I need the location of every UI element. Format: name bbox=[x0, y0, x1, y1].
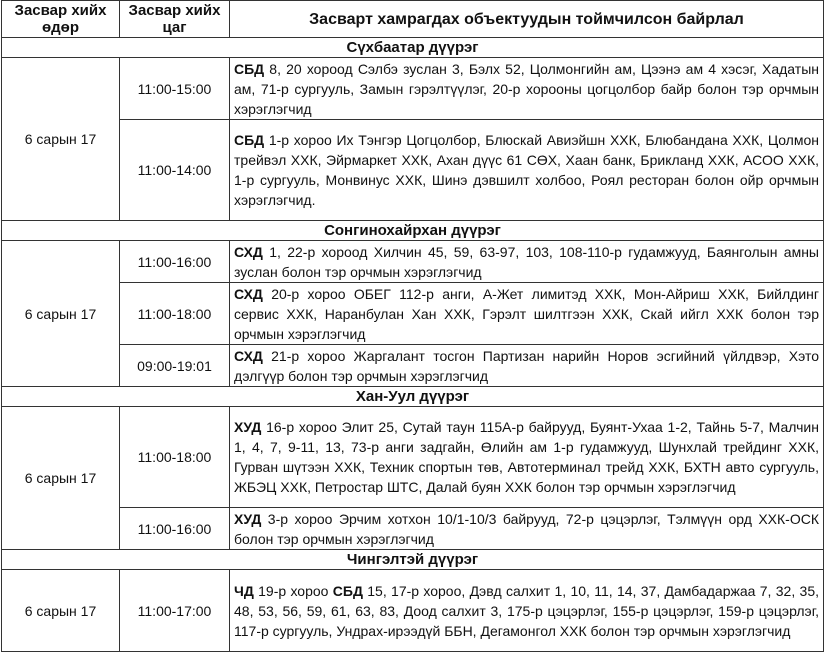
date-cell: 6 сарын 17 bbox=[2, 241, 120, 387]
description-text: 20-р хороо ОБЕГ 112-р анги, А-Жет лимитэд ХХК, Мон-Айриш ХХК, Бийлдинг сервис ХХК, Наранбулан Хан ХХК, Гэрэлт шилтгээн ХХК, Скай ийгл ХХК болон тэр орчмын хэрэглэгчид bbox=[234, 285, 819, 342]
description-text: 21-р хороо Жаргалант тосгон Партизан нарийн Норов эсгийний үйлдвэр, Хэто дэлгүүр болон тэр орчмын хэрэглэгчид bbox=[234, 347, 819, 384]
description-text: 8, 20 хороод Сэлбэ зуслан 3, Бэлх 52, Цолмонгийн ам, Цээнэ ам 4 хэсэг, Хадатын ам, 71-р сургууль, Замын гэрэлтүүлэг, 20-р хорооны цогцолбор байр болон тэр орчмын хэрэглэгчид bbox=[234, 60, 819, 117]
description-cell bbox=[230, 283, 824, 345]
header-time: Засвар хийх цаг bbox=[120, 1, 230, 38]
table-row bbox=[2, 283, 824, 345]
outage-schedule-table bbox=[1, 0, 824, 652]
description-cell bbox=[230, 407, 824, 508]
district-code: СХД bbox=[234, 347, 263, 364]
district-code: ХУД bbox=[234, 419, 262, 435]
district-code: СБД bbox=[234, 60, 265, 77]
header-date: Засвар хийх өдөр bbox=[2, 1, 120, 38]
district-code: СБД bbox=[234, 132, 265, 148]
district-code: ХУД bbox=[234, 510, 262, 527]
time-cell: 11:00-17:00 bbox=[120, 570, 230, 652]
description-cell bbox=[230, 345, 824, 387]
description-cell bbox=[230, 508, 824, 550]
description-cell bbox=[230, 58, 824, 120]
table-row bbox=[2, 508, 824, 550]
header-description: Засварт хамрагдах объектуудын тоймчилсон байрлал bbox=[230, 1, 824, 38]
description-text: 16-р хороо Элит 25, Сутай таун 115А-р байрууд, Буянт-Ухаа 1-2, Тайнь 5-7, Малчин 1, 4, 7, 9-11, 13, 73-р анги задгайн, Өлийн ам 1-р гудамжууд, Шунхлай трейдинг ХХК, Гурван шүтээн ХХК, Техник спортын төв, Автотерминал трейд ХХК, БХТН авто сургууль, ЖБЭЦ ХХК, Петростар ШТС, Далай буян ХХК болон тэр орчмын хэрэглэгчид bbox=[234, 419, 819, 495]
table-header-row bbox=[2, 1, 824, 38]
time-cell: 11:00-14:00 bbox=[120, 120, 230, 221]
district-name: Чингэлтэй дүүрэг bbox=[2, 550, 824, 570]
time-cell: 11:00-16:00 bbox=[120, 241, 230, 283]
description-text: 3-р хороо Эрчим хотхон 10/1-10/3 байрууд, 72-р цэцэрлэг, Тэлмүүн орд ХХК-ОСК болон тэр орчмын хэрэглэгчид bbox=[234, 510, 819, 547]
district-code: ЧД bbox=[234, 582, 254, 599]
district-row bbox=[2, 387, 824, 407]
table-row bbox=[2, 407, 824, 508]
time-cell: 11:00-15:00 bbox=[120, 58, 230, 120]
district-name: Сүхбаатар дүүрэг bbox=[2, 38, 824, 58]
table-row bbox=[2, 241, 824, 283]
description-text-prefix: 19-р хороо bbox=[253, 582, 333, 599]
description-text: 15, 17-р хороо, Дэвд салхит 1, 10, 11, 14, 37, Дамбадаржаа 7, 32, 35, 48, 53, 56, 59, 61, 63, 83, Доод салхит 3, 175-р цэцэрлэг, 155-р цэцэрлэг, 159-р цэцэрлэг, 117-р сургууль, Ундрах-ирээдүй ББН, Дегамонгол ХХК болон тэр орчмын хэрэглэгчид bbox=[234, 582, 819, 639]
description-cell bbox=[230, 570, 824, 652]
district-code-secondary: СБД bbox=[332, 582, 363, 599]
table-row bbox=[2, 120, 824, 221]
description-text: 1-р хороо Их Тэнгэр Цогцолбор, Блюскай Авиэйшн ХХК, Блюбандана ХХК, Цолмон трейвэл ХХК, Эйрмаркет ХХК, Ахан дүүс 61 СӨХ, Хаан банк, Брикланд ХХК, АСОО ХХК, 1-р сургууль, Монвинус ХХК, Шинэ дэвшилт холбоо, Роял ресторан болон ойр орчмын хэрэглэгчид. bbox=[234, 132, 819, 208]
time-cell: 11:00-16:00 bbox=[120, 508, 230, 550]
date-cell: 6 сарын 17 bbox=[2, 58, 120, 221]
district-code: СХД bbox=[234, 285, 263, 302]
district-name: Сонгинохайрхан дүүрэг bbox=[2, 221, 824, 241]
table-row bbox=[2, 570, 824, 652]
description-cell bbox=[230, 241, 824, 283]
date-cell: 6 сарын 17 bbox=[2, 407, 120, 550]
time-cell: 11:00-18:00 bbox=[120, 283, 230, 345]
description-cell bbox=[230, 120, 824, 221]
district-name: Хан-Уул дүүрэг bbox=[2, 387, 824, 407]
table-row bbox=[2, 345, 824, 387]
district-row bbox=[2, 38, 824, 58]
time-cell: 09:00-19:01 bbox=[120, 345, 230, 387]
table-row bbox=[2, 58, 824, 120]
date-cell: 6 сарын 17 bbox=[2, 570, 120, 652]
time-cell: 11:00-18:00 bbox=[120, 407, 230, 508]
district-code: СХД bbox=[234, 243, 263, 260]
district-row bbox=[2, 550, 824, 570]
district-row bbox=[2, 221, 824, 241]
description-text: 1, 22-р хороод Хилчин 45, 59, 63-97, 103, 108-110-р гудамжууд, Баянголын амны зуслан болон тэр орчмын хэрэглэгчид bbox=[234, 243, 819, 280]
